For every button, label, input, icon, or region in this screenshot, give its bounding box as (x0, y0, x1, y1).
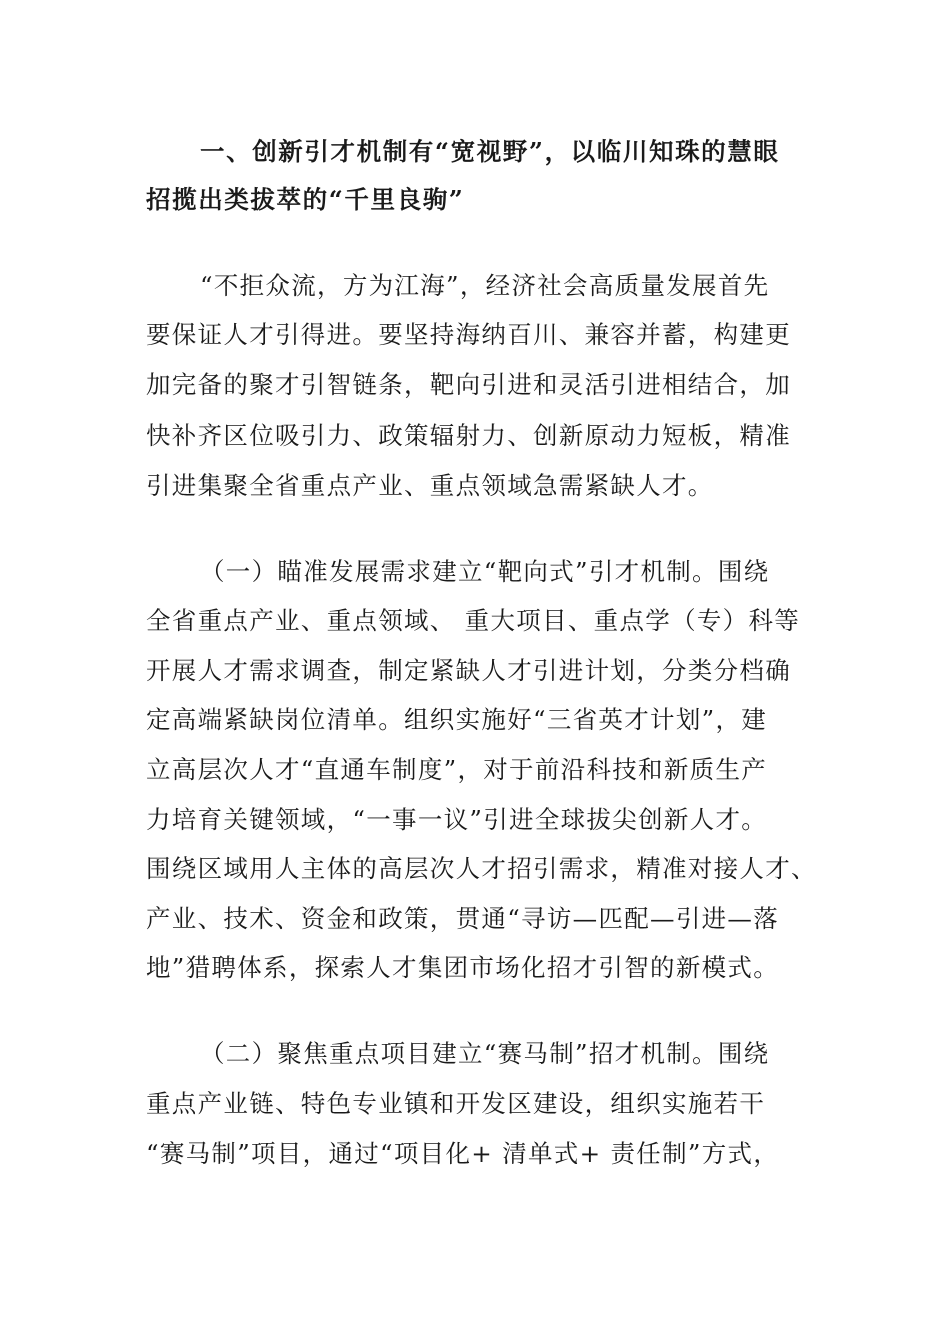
section1-line: 地”猎聘体系，探索人才集团市场化招才引智的新模式。 (146, 953, 780, 982)
section2-line: “赛马制”项目，通过“项目化+ 清单式+ 责任制”方式， (146, 1139, 780, 1168)
section1-line: 力培育关键领域，“一事一议”引进全球拔尖创新人才。 (146, 805, 768, 834)
section1-line: （一）瞄准发展需求建立“靶向式”引才机制。围绕 (200, 557, 770, 586)
intro-line: 引进集聚全省重点产业、重点领域急需紧缺人才。 (146, 471, 714, 500)
section1-line: 产业、技术、资金和政策，贯通“寻访—匹配—引进—落 (146, 904, 780, 933)
section2-line: （二）聚焦重点项目建立“赛马制”招才机制。围绕 (200, 1039, 770, 1068)
heading-line-1: 一、创新引才机制有“宽视野”，以临川知珠的慧眼 (200, 137, 780, 166)
section2-line: 重点产业链、特色专业镇和开发区建设，组织实施若干 (146, 1089, 766, 1118)
section1-line: 定高端紧缺岗位清单。组织实施好“三省英才计划”，建 (146, 705, 768, 734)
intro-line: 快补齐区位吸引力、政策辐射力、创新原动力短板，精准 (146, 421, 791, 450)
intro-line: 要保证人才引得进。要坚持海纳百川、兼容并蓄，构建更 (146, 320, 791, 349)
intro-line: 加完备的聚才引智链条，靶向引进和灵活引进相结合，加 (146, 370, 791, 399)
intro-line: “不拒众流，方为江海”，经济社会高质量发展首先 (200, 271, 770, 300)
section1-line: 开展人才需求调查，制定紧缺人才引进计划，分类分档确 (146, 656, 791, 685)
section1-line: 围绕区域用人主体的高层次人才招引需求，精准对接人才、 (146, 854, 817, 883)
heading-line-2: 招揽出类拔萃的“千里良驹” (146, 185, 465, 214)
section1-line: 全省重点产业、重点领域、 重大项目、重点学（专）科等 (146, 606, 801, 635)
section1-line: 立高层次人才“直通车制度”，对于前沿科技和新质生产 (146, 755, 768, 784)
